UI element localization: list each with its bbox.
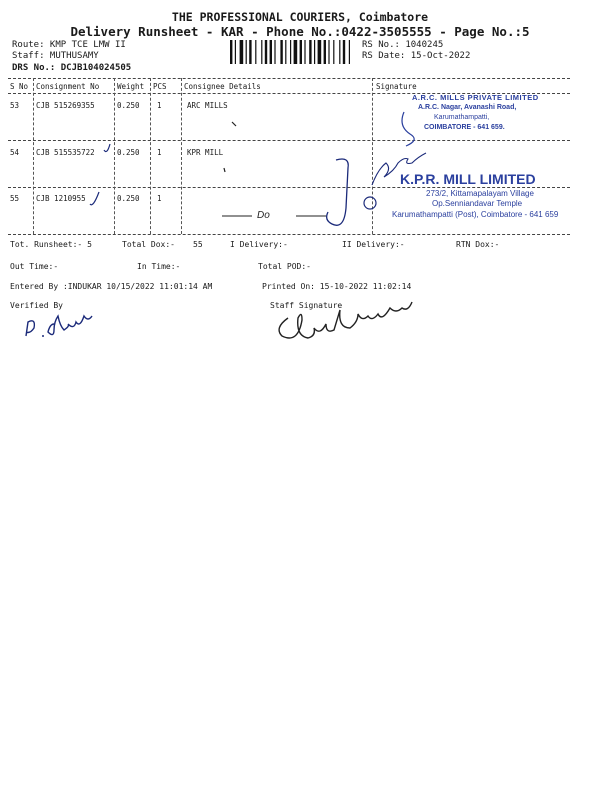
tot-runsheet: Tot. Runsheet:- 5 <box>10 240 92 249</box>
column-header-consignee: Consignee Details <box>184 82 261 91</box>
row-weight: 0.250 <box>117 194 140 203</box>
i-delivery: I Delivery:- <box>230 240 288 249</box>
arc-stamp-line3: Karumathampatti, <box>434 114 490 121</box>
company-title: THE PROFESSIONAL COURIERS, Coimbatore <box>171 10 429 24</box>
column-header-signature: Signature <box>376 82 417 91</box>
row-consignee: ARC MILLS <box>187 101 228 110</box>
total-pod: Total POD:- <box>258 262 311 271</box>
tick-mark-icon <box>90 192 99 205</box>
circle-mark-icon <box>364 197 376 209</box>
ii-delivery: II Delivery:- <box>342 240 405 249</box>
route-label: Route: KMP TCE LMW II <box>12 40 126 50</box>
column-header-weight: Weight <box>117 82 145 91</box>
kpr-stamp-line3: Op.Senniandavar Temple <box>432 199 523 208</box>
row-consignment: CJB 515535722 <box>36 148 95 157</box>
runsheet-title: Delivery Runsheet - KAR - Phone No.:0422-3505555 - Page No.:5 <box>70 24 530 39</box>
entered-by: Entered By :INDUKAR 10/15/2022 11:01:14 AM <box>10 282 213 291</box>
row-weight: 0.250 <box>117 101 140 110</box>
column-header-sno: S No <box>10 82 29 91</box>
total-dox-value: 55 <box>193 240 203 249</box>
row-sno: 53 <box>10 101 20 110</box>
row-pcs: 1 <box>157 148 162 157</box>
total-dox-label: Total Dox:- <box>122 240 175 249</box>
pen-mark-icon <box>232 122 236 126</box>
printed-on: Printed On: 15-10-2022 11:02:14 <box>262 282 412 291</box>
rs-number: RS No.: 1040245 <box>362 40 444 50</box>
staff-signature-label: Staff Signature <box>270 301 343 310</box>
kpr-stamp-line4: Karumathampatti (Post), Coimbatore - 641 659 <box>392 210 559 219</box>
signature-stroke <box>327 159 349 225</box>
verified-by-label: Verified By <box>10 301 63 310</box>
kpr-stamp-line2: 273/2, Kittamapalayam Village <box>426 189 534 198</box>
out-time: Out Time:- <box>10 262 59 271</box>
row-pcs: 1 <box>157 194 162 203</box>
row-consignee: KPR MILL <box>187 148 224 157</box>
column-header-pcs: PCS <box>153 82 167 91</box>
row-sno: 54 <box>10 148 20 157</box>
drs-number: DRS No.: DCJB104024505 <box>12 63 132 73</box>
row55-ditto-note: Do <box>257 210 270 221</box>
verified-signature <box>26 316 92 336</box>
kpr-stamp-line1: K.P.R. MILL LIMITED <box>400 171 536 187</box>
row-consignment: CJB 1210955 <box>36 194 86 203</box>
pen-mark-icon <box>224 168 225 172</box>
in-time: In Time:- <box>137 262 181 271</box>
row-weight: 0.250 <box>117 148 140 157</box>
signature-stroke <box>402 112 414 146</box>
row-sno: 55 <box>10 194 20 203</box>
staff-label: Staff: MUTHUSAMY <box>12 51 99 61</box>
arc-stamp-line4: COIMBATORE - 641 659. <box>424 124 505 131</box>
arc-stamp-line2: A.R.C. Nagar, Avanashi Road, <box>418 104 517 111</box>
row-pcs: 1 <box>157 101 162 110</box>
rtn-dox: RTN Dox:- <box>456 240 500 249</box>
arc-stamp-line1: A.R.C. MILLS PRIVATE LIMITED <box>412 93 539 102</box>
column-header-consignment: Consignment No <box>36 82 100 91</box>
row-consignment: CJB 515269355 <box>36 101 95 110</box>
rs-date: RS Date: 15-Oct-2022 <box>362 51 471 61</box>
tick-mark-icon <box>104 144 110 152</box>
